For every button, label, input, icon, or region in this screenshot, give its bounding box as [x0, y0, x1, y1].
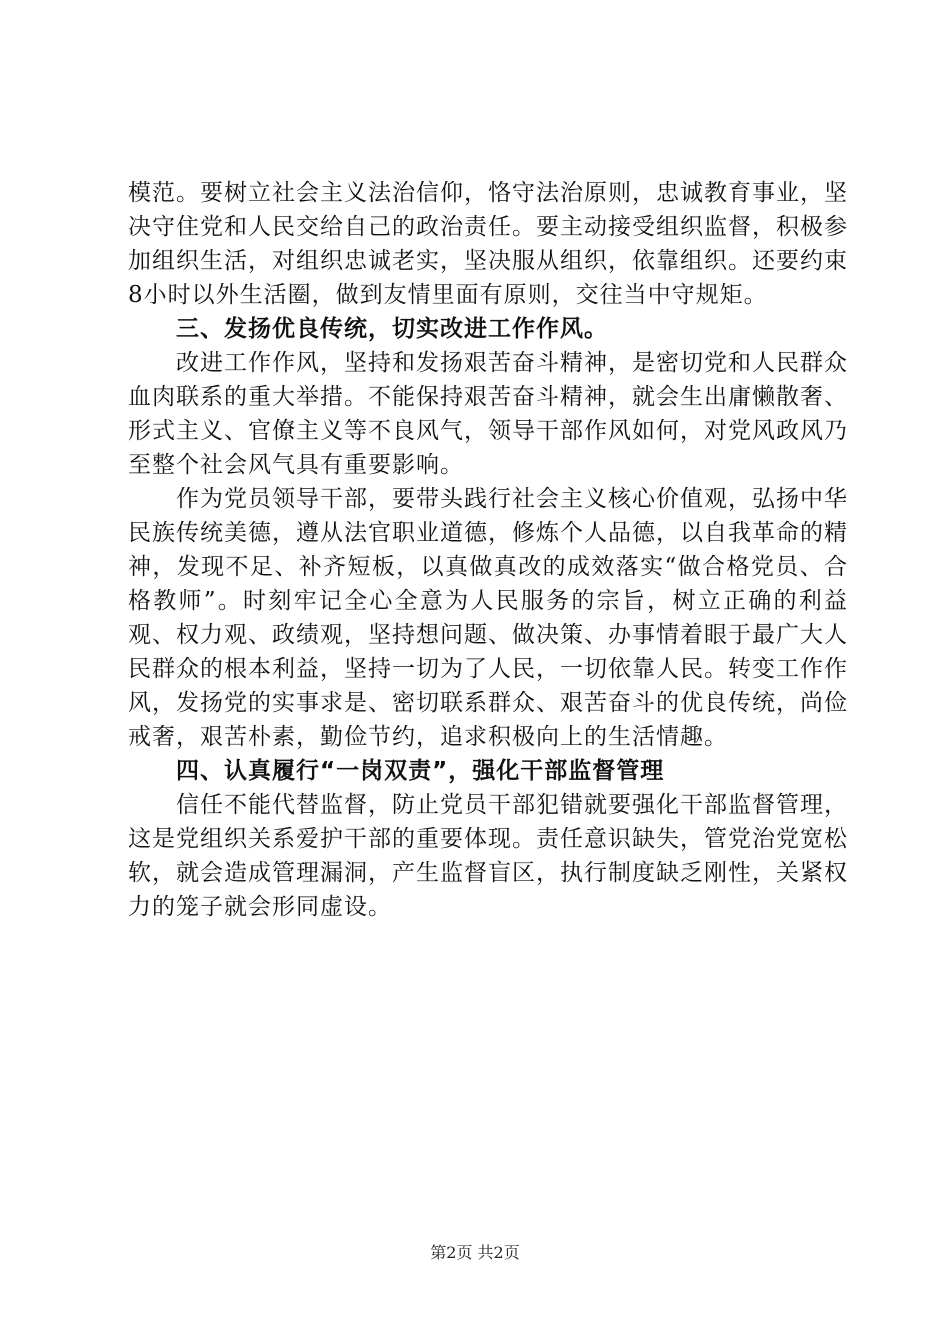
- paragraph: 改进工作作风，坚持和发扬艰苦奋斗精神，是密切党和人民群众血肉联系的重大举措。不能保持艰苦奋斗精神，就会生出庸懒散奢、形式主义、官僚主义等不良风气，领导干部作风如何，对党风政风乃至整个社会风气具有重要影响。: [128, 350, 848, 478]
- page-footer: 第2页 共2页: [430, 1243, 520, 1262]
- document-body: [128, 176, 848, 924]
- section-heading-4: 四、认真履行“一岗双责”，强化干部监督管理: [176, 758, 665, 784]
- paragraph: 作为党员领导干部，要带头践行社会主义核心价值观，弘扬中华民族传统美德，遵从法官职业道德，修炼个人品德，以自我革命的精神，发现不足、补齐短板，以真做真改的成效落实“做合格党员、合格教师”。时刻牢记全心全意为人民服务的宗旨，树立正确的利益观、权力观、政绩观，坚持想问题、做决策、办事情着眼于最广大人民群众的根本利益，坚持一切为了人民，一切依靠人民。转变工作作风，发扬党的实事求是、密切联系群众、艰苦奋斗的优良传统，尚俭戒奢，艰苦朴素，勤俭节约，追求积极向上的生活情趣。: [128, 486, 848, 750]
- paragraph: 信任不能代替监督，防止党员干部犯错就要强化干部监督管理，这是党组织关系爱护干部的重要体现。责任意识缺失，管党治党宽松软，就会造成管理漏洞，产生监督盲区，执行制度缺乏刚性，关紧权力的笼子就会形同虚设。: [128, 792, 848, 920]
- section-heading-3: 三、发扬优良传统，切实改进工作作风。: [176, 316, 608, 342]
- paragraph-continued: 模范。要树立社会主义法治信仰，恪守法治原则，忠诚教育事业，坚决守住党和人民交给自己的政治责任。要主动接受组织监督，积极参加组织生活，对组织忠诚老实，坚决服从组织，依靠组织。还要约束8小时以外生活圈，做到友情里面有原则，交往当中守规矩。: [128, 180, 848, 308]
